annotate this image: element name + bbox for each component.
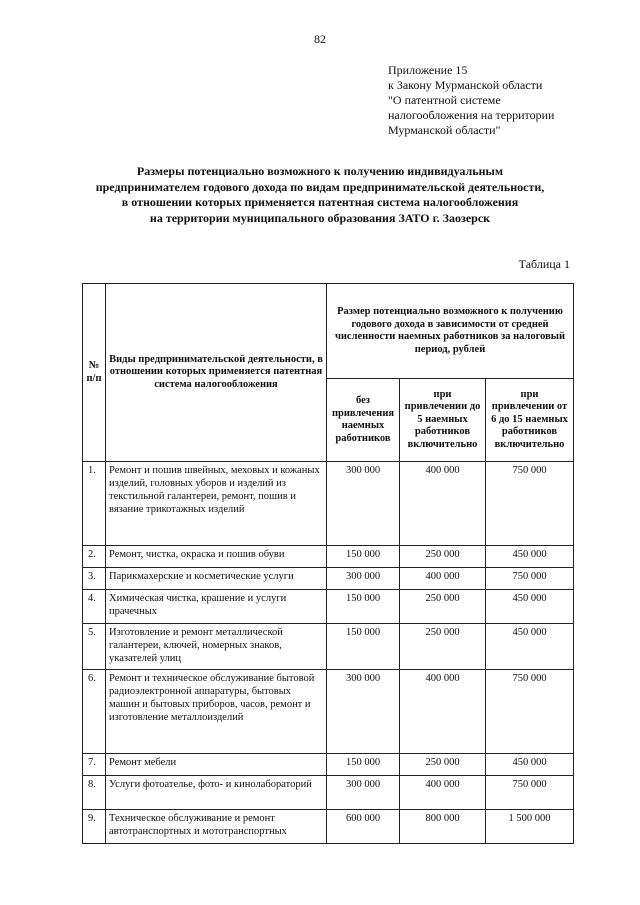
table-row [83,754,574,776]
row-number: 5. [83,624,106,670]
row-number: 4. [83,590,106,624]
row-activity: Химическая чистка, крашение и услуги прачечных [106,590,327,624]
row-value-6-to-15: 450 000 [486,546,574,568]
row-number: 3. [83,568,106,590]
row-value-6-to-15: 750 000 [486,568,574,590]
table-row [83,590,574,624]
document-title [60,164,580,226]
row-value-no-employees: 300 000 [327,670,400,754]
title-line: в отношении которых применяется патентная система налогообложения [121,195,519,209]
page-number: 82 [314,32,326,46]
row-number: 7. [83,754,106,776]
header-6-to-15-employees: при привлечении от 6 до 15 наемных работников включительно [486,379,574,462]
row-value-up-to-5: 400 000 [400,670,486,754]
row-value-up-to-5: 250 000 [400,546,486,568]
row-activity: Ремонт, чистка, окраска и пошив обуви [106,546,327,568]
row-value-up-to-5: 400 000 [400,568,486,590]
row-activity: Ремонт и техническое обслуживание бытовой радиоэлектронной аппаратуры, бытовых машин и бытовых приборов, часов, ремонт и изготовление металлоизделий [106,670,327,754]
row-number: 2. [83,546,106,568]
row-number: 6. [83,670,106,754]
annex-line: налогообложения на территории [388,108,555,122]
header-no-employees: без привлечения наемных работников [327,379,400,462]
row-value-6-to-15: 450 000 [486,754,574,776]
row-value-6-to-15: 450 000 [486,624,574,670]
table-body [83,462,574,844]
row-value-6-to-15: 450 000 [486,590,574,624]
row-activity: Техническое обслуживание и ремонт автотранспортных и мототранспортных [106,810,327,844]
title-line: предпринимателем годового дохода по видам предпринимательской деятельности, [95,179,545,194]
table-row [83,776,574,810]
row-activity: Услуги фотоателье, фото- и кинолабораторий [106,776,327,810]
row-value-no-employees: 150 000 [327,546,400,568]
annex-line: Приложение 15 [388,63,468,77]
table-row [83,568,574,590]
table-row [83,624,574,670]
row-number: 8. [83,776,106,810]
header-income-size: Размер потенциально возможного к получению годового дохода в зависимости от средней численности наемных работников за налоговый период, рублей [327,284,574,379]
table-row [83,462,574,546]
title-line: Размеры потенциально возможного к получению индивидуальным [136,164,504,178]
row-value-up-to-5: 250 000 [400,590,486,624]
annex-line: Мурманской области" [388,123,501,137]
table-row [83,546,574,568]
annex-line: к Закону Мурманской области [388,78,543,92]
header-num: № п/п [83,284,106,462]
annex-block [388,63,554,138]
row-value-no-employees: 150 000 [327,590,400,624]
row-value-6-to-15: 1 500 000 [486,810,574,844]
row-value-no-employees: 300 000 [327,568,400,590]
row-value-no-employees: 150 000 [327,754,400,776]
row-number: 1. [83,462,106,546]
row-value-up-to-5: 400 000 [400,462,486,546]
table-row [83,810,574,844]
row-value-no-employees: 150 000 [327,624,400,670]
header-up-to-5-employees: при привлечении до 5 наемных работников включительно [400,379,486,462]
row-value-up-to-5: 250 000 [400,624,486,670]
table-row [83,670,574,754]
row-activity: Ремонт и пошив швейных, меховых и кожаных изделий, головных уборов и изделий из текстильной галантереи, ремонт, пошив и вязание трикотажных изделий [106,462,327,546]
row-value-no-employees: 600 000 [327,810,400,844]
income-table [82,283,574,844]
row-value-up-to-5: 250 000 [400,754,486,776]
row-value-no-employees: 300 000 [327,462,400,546]
row-activity: Парикмахерские и косметические услуги [106,568,327,590]
row-value-6-to-15: 750 000 [486,670,574,754]
table-label: Таблица 1 [518,257,570,271]
row-number: 9. [83,810,106,844]
annex-line: "О патентной системе [388,93,501,107]
row-value-up-to-5: 800 000 [400,810,486,844]
row-activity: Ремонт мебели [106,754,327,776]
row-value-6-to-15: 750 000 [486,462,574,546]
row-value-6-to-15: 750 000 [486,776,574,810]
row-value-up-to-5: 400 000 [400,776,486,810]
row-value-no-employees: 300 000 [327,776,400,810]
header-activity: Виды предпринимательской деятельности, в отношении которых применяется патентная система налогообложения [106,284,327,462]
row-activity: Изготовление и ремонт металлической галантереи, ключей, номерных знаков, указателей улиц [106,624,327,670]
title-line: на территории муниципального образования ЗАТО г. Заозерск [149,210,491,225]
